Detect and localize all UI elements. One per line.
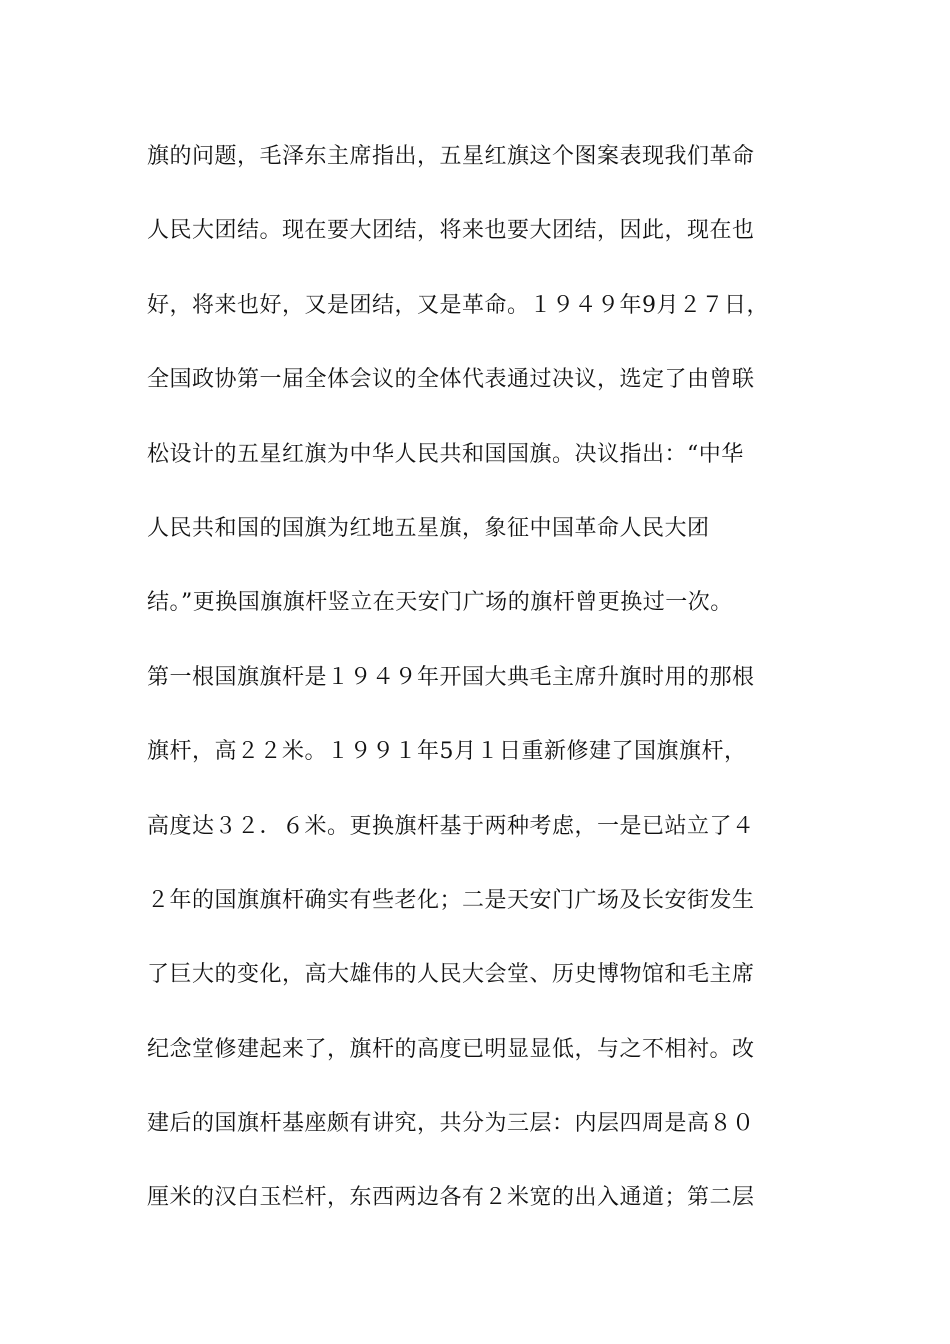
text-line: 好，将来也好，又是团结，又是革命。１９４９年9月２７日， <box>147 292 769 318</box>
text-line: 旗杆，高２２米。１９９１年5月１日重新修建了国旗旗杆， <box>147 739 747 765</box>
text-line: ２年的国旗旗杆确实有些老化；二是天安门广场及长安街发生 <box>147 887 755 913</box>
body-text <box>147 135 827 1251</box>
text-line: 建后的国旗杆基座颇有讲究，共分为三层：内层四周是高８０ <box>147 1111 755 1137</box>
text-line: 第一根国旗旗杆是１９４９年开国大典毛主席升旗时用的那根 <box>147 664 755 690</box>
text-line: 人民共和国的国旗为红地五星旗，象征中国革命人民大团 <box>147 515 710 541</box>
text-line: 结。”更换国旗旗杆竖立在天安门广场的旗杆曾更换过一次。 <box>147 590 733 616</box>
text-line: 人民大团结。现在要大团结，将来也要大团结，因此，现在也 <box>147 218 755 244</box>
text-line: 松设计的五星红旗为中华人民共和国国旗。决议指出：“中华 <box>147 441 744 467</box>
text-line: 旗的问题，毛泽东主席指出，五星红旗这个图案表现我们革命 <box>147 144 755 169</box>
text-line: 纪念堂修建起来了，旗杆的高度已明显显低，与之不相衬。改 <box>147 1036 755 1062</box>
text-line: 了巨大的变化，高大雄伟的人民大会堂、历史博物馆和毛主席 <box>147 962 755 988</box>
text-line: 厘米的汉白玉栏杆，东西两边各有２米宽的出入通道；第二层 <box>147 1185 755 1211</box>
text-line: 高度达３２．６米。更换旗杆基于两种考虑，一是已站立了４ <box>147 813 755 839</box>
text-line: 全国政协第一届全体会议的全体代表通过决议，选定了由曾联 <box>147 367 755 393</box>
